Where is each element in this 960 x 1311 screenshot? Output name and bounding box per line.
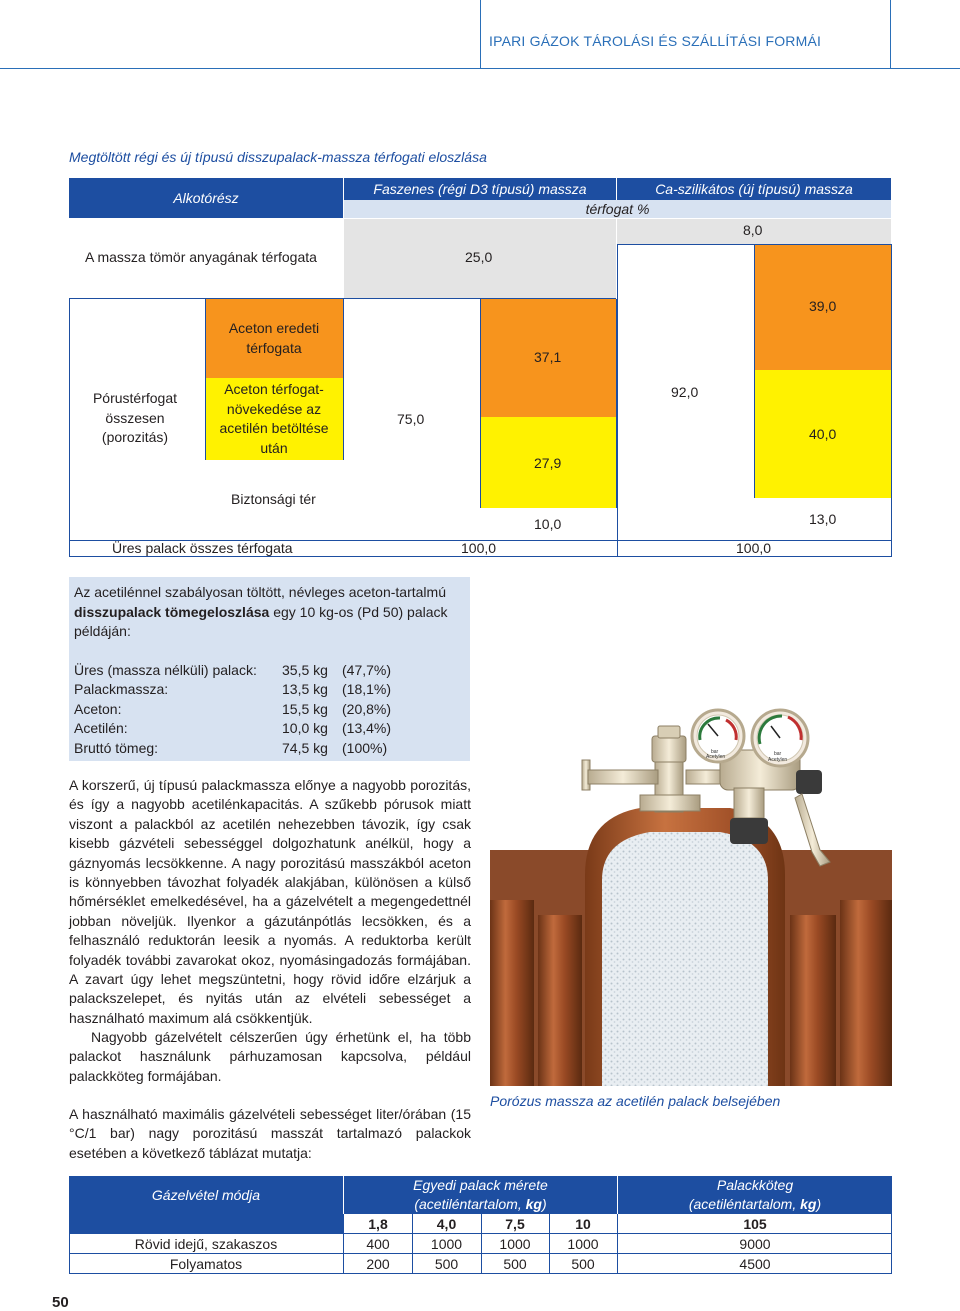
gauge-label: Acetylen: [706, 754, 726, 760]
grid-line: [617, 244, 618, 557]
table-cell: 500: [503, 1255, 527, 1272]
grid-line: [616, 299, 617, 508]
old-growth-value: 27,9: [534, 455, 562, 471]
mass-row: Bruttó tömeg: 74,5 kg (100%): [74, 739, 388, 756]
table-line: [343, 1214, 344, 1273]
new-porosity-value: 92,0: [671, 384, 699, 400]
grid-line: [343, 299, 344, 460]
new-safety-value: 13,0: [809, 511, 837, 527]
table-cell: 9000: [739, 1235, 771, 1252]
table-cell: 1000: [567, 1235, 599, 1252]
grid-line: [69, 556, 892, 557]
table-line: [481, 1214, 482, 1273]
cylinder-illustration: [490, 700, 892, 1086]
size-cell: 7,5: [505, 1215, 525, 1232]
row-label: Rövid idejű, szakaszos: [134, 1235, 278, 1252]
mass-row: Üres (massza nélküli) palack: 35,5 kg (47,7%): [74, 661, 392, 678]
body-paragraph-2: Nagyobb gázelvételt célszerűen úgy érhetünk el, ha több palackot használunk párhuzamosan kapcsolva, például palackköteg formájában.: [69, 1029, 471, 1084]
page-number: 50: [52, 1294, 69, 1311]
mass-row: Palackmassza: 13,5 kg (18,1%): [74, 681, 392, 697]
old-safety-value: 10,0: [534, 516, 562, 532]
table-line: [891, 1214, 892, 1273]
unit-header: térfogat %: [344, 200, 891, 218]
grid-line: [617, 244, 891, 245]
gauge-unit: bar: [711, 749, 719, 755]
table-cell: 1000: [430, 1235, 463, 1252]
table-header-fill: [69, 1214, 343, 1233]
table-cell: 4500: [739, 1255, 771, 1272]
grid-line: [480, 299, 481, 508]
size-cell: 105: [743, 1215, 767, 1232]
cylinder-drawing: [490, 700, 892, 1086]
image-caption: Porózus massza az acetilén palack belsejében: [490, 1093, 781, 1109]
gauge-unit: bar: [774, 751, 782, 757]
chart-caption: Megtöltött régi és új típusú disszupalack-massza térfogati eloszlása: [69, 149, 487, 165]
new-growth-value: 40,0: [809, 426, 837, 442]
intro-text: egy 10 kg-os (Pd 50) palack: [273, 603, 448, 620]
table-line: [617, 1214, 618, 1273]
table-cell: 500: [434, 1255, 459, 1272]
old-porosity-value: 75,0: [397, 411, 425, 427]
table-line: [412, 1214, 413, 1273]
intro-text: példáján:: [74, 623, 131, 639]
header-title: IPARI GÁZOK TÁROLÁSI ÉS SZÁLLÍTÁSI FORMÁI: [489, 33, 822, 49]
body-paragraph-1: A korszerű, új típusú palackmassza előnye a nagyobb porozitás, és így a nagyobb acetilénkapacitás. A szűkebb pórusok miatt viszont a palackból az acetilén nehezebben távozik, így csak kisebb gázvételi sebességgel dolgozhatunk anélkül, hogy a gáznyomás lecsökkenne. A nagy porozitású masszákból aceton is könnyebben távozhat folyadék alakjában, különösen a külső hőmérséklet emelkedésével, ha a gázelvételt a megengedettnél jobban növeljük. Ilyenkor a gázutánpótlás lecsökken, és a felhasználó reduktorán leesik a nyomás. A reduktorba került folyadék további zavarokat okoz, nyomásingadozás formájában. A zavart úgy lehet megszüntetni, hogy rövid időre elzárjuk a palackszelepet, és nyitás után az elvételi sebességet a használható maximum alá csökkentjük.: [69, 777, 471, 1026]
mass-row: Aceton: 15,5 kg (20,8%): [74, 700, 392, 717]
new-solid-value: 8,0: [743, 222, 763, 238]
sub-label-growth: Aceton térfogat-növekedése az acetilén betöltése után: [219, 381, 329, 456]
sub-label-safety: Biztonsági tér: [231, 491, 316, 507]
table-line: [69, 1273, 892, 1274]
table-header-single: Egyedi palack mérete (acetiléntartalom, kg): [344, 1176, 617, 1214]
row-label: Folyamatos: [169, 1255, 243, 1272]
sub-label-acetone: Aceton eredeti térfogata: [228, 320, 320, 356]
grid-line: [754, 244, 755, 498]
table-cell: 1000: [499, 1235, 531, 1252]
grid-line: [891, 244, 892, 557]
grid-line: [69, 298, 70, 557]
intro-text: Az acetilénnel szabályosan töltött, névleges aceton-tartalmú: [74, 584, 446, 600]
col-header-old-mass: Faszenes (régi D3 típusú) massza: [344, 178, 616, 200]
table-header-mode: Gázelvétel módja: [69, 1176, 343, 1214]
mass-distribution-box: [69, 577, 470, 761]
table-cell: 200: [366, 1255, 390, 1272]
gauge-label: Acetylen: [768, 757, 788, 763]
row-label-solid: A massza tömör anyagának térfogata: [85, 249, 317, 265]
table-line: [69, 1214, 70, 1273]
row-label-total: Üres palack összes térfogata: [112, 540, 293, 556]
size-cell: 1,8: [368, 1215, 388, 1232]
header-rule: [0, 68, 960, 69]
new-total-value: 100,0: [736, 540, 772, 556]
col-header-new-mass: Ca-szilikátos (új típusú) massza: [617, 178, 891, 200]
old-acetone-value: 37,1: [534, 349, 562, 365]
old-solid-value: 25,0: [465, 249, 493, 265]
new-acetone-value: 39,0: [809, 298, 837, 314]
body-paragraph-3: A használható maximális gázelvételi sebességet liter/órában (15 °C/1 bar) nagy porozitású masszát tartalmazó palackok esetében a következő táblázat mutatja:: [69, 1106, 471, 1161]
old-total-value: 100,0: [461, 540, 497, 556]
intro-bold: disszupalack tömegeloszlása: [74, 603, 270, 620]
col-header-component: Alkotórész: [69, 178, 343, 218]
size-cell: 4,0: [436, 1215, 457, 1232]
table-cell: 400: [366, 1235, 390, 1252]
header-divider: [480, 0, 481, 68]
size-cell: 10: [575, 1215, 591, 1232]
mass-row: Acetilén: 10,0 kg (13,4%): [74, 720, 392, 736]
table-cell: 500: [571, 1255, 595, 1272]
row-label-porosity: Pórustérfogat összesen (porozitás): [92, 390, 178, 445]
header-divider: [890, 0, 891, 68]
table-header-bundle: Palackköteg (acetiléntartalom, kg): [618, 1176, 892, 1214]
table-line: [549, 1214, 550, 1273]
